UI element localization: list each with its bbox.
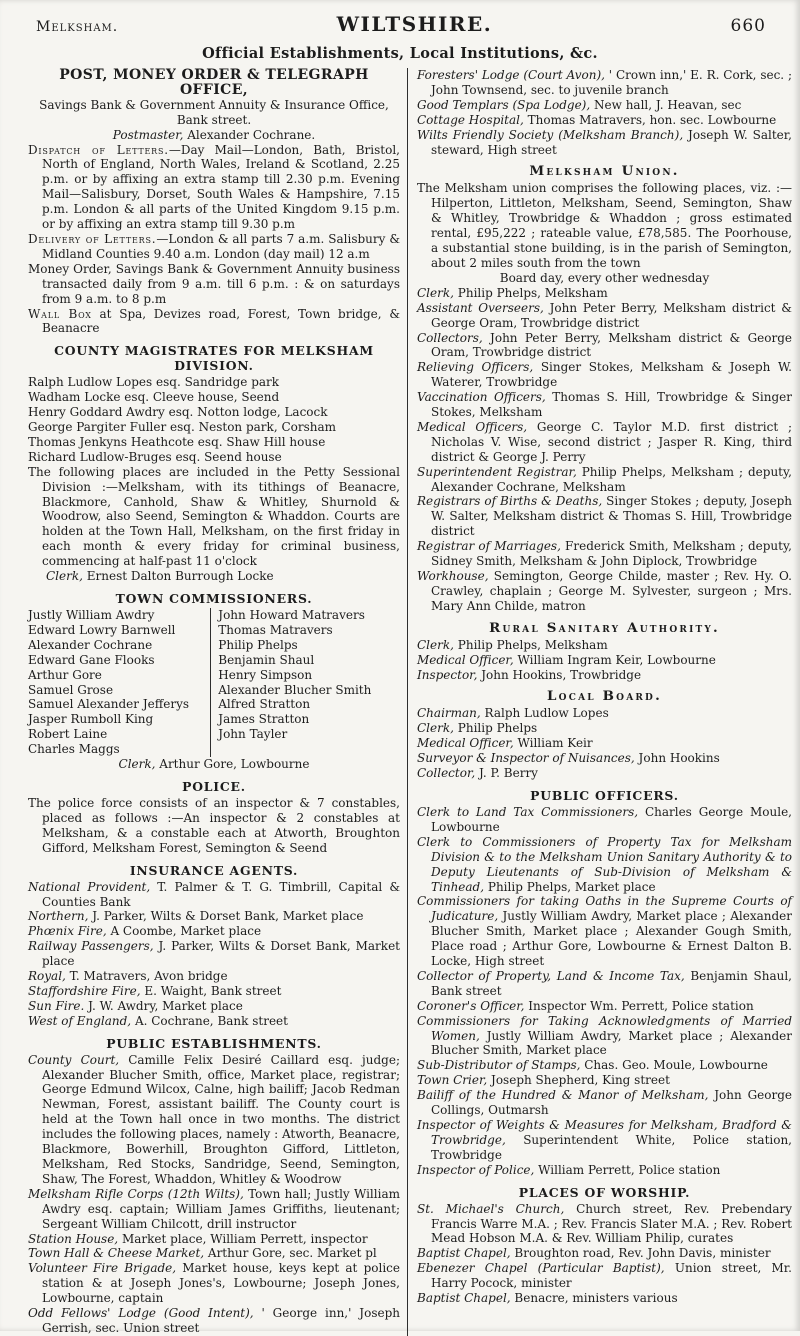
column-right [407,68,792,1336]
entry: Volunteer Fire Brigade, Market house, keys kept at police station & at Joseph Jones's, Lowbourne; Joseph Jones, Lowbourne, captain [28,1261,400,1306]
entry: Collector of Property, Land & Income Tax, Benjamin Shaul, Bank street [417,968,792,998]
entry-lead: Bailiff of the Hundred & Manor of Melksham, [417,1088,709,1103]
list-item: Justly William Awdry [28,608,155,622]
entry: The Melksham union comprises the following places, viz. :—Hilperton, Littleton, Melksham, Seend, Semington, Shaw & Whitley, Trowbridge & Whaddon ; gross estimated rental, £95,222 ; rateable value, £78,585. The Poorhouse, a substantial stone building, is in the parish of Semington, about 2 miles south from the town [417,181,792,270]
entry-lead: Town Hall & Cheese Market, [28,1246,205,1261]
list-item: Arthur Gore [28,667,102,682]
list-item: Alexander Cochrane [28,637,153,652]
list-item: Samuel Alexander Jefferys [28,697,190,712]
section-heading: POLICE. [182,778,246,794]
entry-lead: Inspector of Weights & Measures for Melksham, Bradford & Trowbridge, [417,1118,792,1147]
list-item: Jasper Rumboll King [28,712,154,727]
entry: Bailiff of the Hundred & Manor of Melksham, John George Collings, Outmarsh [417,1088,792,1118]
entry: Thomas Jenkyns Heathcote esq. Shaw Hill house [28,434,326,449]
entry: Ralph Ludlow Lopes esq. Sandridge park [28,375,280,390]
entry: Town Hall & Cheese Market, Arthur Gore, sec. Market pl [28,1246,377,1261]
entry-lead: Workhouse, [417,569,489,583]
list-item: Benjamin Shaul [218,652,315,667]
section-heading: COUNTY MAGISTRATES FOR MELKSHAM DIVISION. [54,343,374,374]
list-item: Charles Maggs [28,742,120,757]
entry-lead: Commissioners for taking Oaths in the Supreme Courts of Judicature, [417,894,792,924]
section-heading: Local Board. [547,688,662,705]
entry: County Court, Camille Felix Desiré Caillard esq. judge; Alexander Blucher Smith, office, Market place, registrar; George Edmund Wilcox, Calne, high bailiff; Jacob Redman Newman, Forest, assistant bailiff. The County court is held at the Town hall once in two months. The district includes the following places, namely : Atworth, Beanacre, Blackmore, Bowerhill, Broughton Gifford, Littleton, Melksham, Red Stocks, Sandridge, Seend, Semington, Shaw, The Forest, Whaddon, Whitley & Woodrow [28,1052,400,1186]
entry: Clerk, Philip Phelps, Melksham [417,285,608,300]
entry: Registrars of Births & Deaths, Singer Stokes ; deputy, Joseph W. Salter, Melksham district & Thomas S. Hill, Trowbridge district [417,494,792,539]
list-item: Thomas Matravers [218,622,333,637]
entry-lead: St. Michael's Church, [417,1201,565,1216]
entry-lead: Baptist Chapel, [417,1246,511,1261]
entry-lead: Phœnix Fire, [28,924,107,939]
entry: Sun Fire. J. W. Awdry, Market place [28,998,243,1013]
entry-lead: Clerk, [46,569,83,584]
entry-lead: Railway Passengers, [28,939,154,954]
entry: Odd Fellows' Lodge (Good Intent), ' George inn,' Joseph Gerrish, sec. Union street [28,1306,400,1335]
entry: Chairman, Ralph Ludlow Lopes [417,706,609,721]
entry-lead: Wilts Friendly Society (Melksham Branch), [417,127,684,142]
entry-lead: Town Crier, [417,1073,488,1088]
entry-lead: Staffordshire Fire, [28,983,141,998]
entry: The following places are included in the Petty Sessional Division :—Melksham, with its tithings of Beanacre, Blackmore, Canhold, Shaw & Whitley, Shurnold & Woodrow, also Seend, Semington & Whaddon. Courts are holden at the Town Hall, Melksham, on the first friday in each month & every friday for criminal business, commencing at half-past 11 o'clock [28,464,400,569]
column-container [0,66,800,1336]
entry-lead: Delivery of Letters. [28,231,157,246]
entry: Staffordshire Fire, E. Waight, Bank street [28,983,282,998]
entry: Baptist Chapel, Benacre, ministers various [417,1291,678,1306]
entry: Inspector, John Hookins, Trowbridge [417,667,642,682]
entry: Clerk, Philip Phelps [417,721,538,736]
entry: Sub-Distributor of Stamps, Chas. Geo. Moule, Lowbourne [417,1058,768,1073]
section-heading: TOWN COMMISSIONERS. [115,591,313,606]
entry-lead: Inspector of Police, [417,1162,535,1177]
entry-lead: Cottage Hospital, [417,112,524,127]
entry: St. Michael's Church, Church street, Rev. Prebendary Francis Warre M.A. ; Rev. Francis Slater M.A. ; Rev. Robert Mead Hobson M.A. & Rev. William Philip, curates [417,1201,792,1246]
entry: The police force consists of an inspector & 7 constables, placed as follows :—An inspector & 2 constables at Melksham, & a constable each at Atworth, Broughton Gifford, Melksham Forest, Semington & Seend [28,795,400,855]
list-item: Philip Phelps [218,637,298,652]
entry: Commissioners for Taking Acknowledgments of Married Women, Justly William Awdry, Market place ; Alexander Blucher Smith, Market place [417,1013,792,1058]
running-head [0,0,800,36]
entry-lead: Assistant Overseers, [417,300,544,315]
list-item: James Stratton [218,712,310,727]
entry-lead: National Provident, [28,879,151,894]
entry: Collector, J. P. Berry [417,766,538,781]
entry: Postmaster, Alexander Cochrane. [112,127,316,142]
entry: Ebenezer Chapel (Particular Baptist), Union street, Mr. Harry Pocock, minister [417,1261,792,1291]
entry-lead: Postmaster, [112,127,184,142]
entry-lead: Melksham Rifle Corps (12th Wilts), [28,1186,244,1201]
entry: Assistant Overseers, John Peter Berry, Melksham district & George Oram, Trowbridge district [417,300,792,330]
entry-lead: County Court, [28,1052,120,1067]
entry-lead: Registrar of Marriages, [417,539,561,554]
entry-lead: Volunteer Fire Brigade, [28,1261,177,1276]
entry: Richard Ludlow-Bruges esq. Seend house [28,449,282,464]
entry-lead: Collector of Property, Land & Income Tax, [417,968,685,983]
entry: National Provident, T. Palmer & T. G. Timbrill, Capital & Counties Bank [28,879,401,909]
entry-lead: Clerk, [118,757,156,772]
entry-lead: Clerk, [417,637,454,652]
list-item: Edward Lowry Barnwell [28,622,176,637]
entry-lead: Clerk, [417,285,454,300]
entry-lead: Ebenezer Chapel (Particular Baptist), [417,1261,665,1276]
section-heading: PUBLIC ESTABLISHMENTS. [106,1035,322,1051]
entry: Medical Officer, William Keir [417,736,593,751]
entry-lead: Collectors, [417,330,483,345]
entry-lead: Station House, [28,1231,119,1246]
entry: Surveyor & Inspector of Nuisances, John Hookins [417,751,720,766]
entry: Superintendent Registrar, Philip Phelps, Melksham ; deputy, Alexander Cochrane, Melksham [417,464,792,494]
entry: Inspector of Weights & Measures for Melksham, Bradford & Trowbridge, Superintendent White, Police station, Trowbridge [417,1118,792,1162]
entry: Money Order, Savings Bank & Government Annuity business transacted daily from 9 a.m. till 6 p.m. : & on saturdays from 9 a.m. to 8 p.m [28,261,400,306]
entry-lead: Collector, [417,766,476,781]
entry: Board day, every other wednesday [499,270,710,285]
entry-lead: Wall Box [28,306,92,321]
entry: West of England, A. Cochrane, Bank street [28,1013,288,1028]
entry: Northern, J. Parker, Wilts & Dorset Bank, Market place [28,909,364,924]
entry: Relieving Officers, Singer Stokes, Melksham & Joseph W. Waterer, Trowbridge [417,360,792,390]
entry: Melksham Rifle Corps (12th Wilts), Town hall; Justly William Awdry esq. captain; William James Griffiths, lieutenant; Sergeant William Chilcott, drill instructor [28,1186,400,1231]
entry-lead: Chairman, [417,706,481,721]
entry: POST, MONEY ORDER & TELEGRAPH OFFICE, Savings Bank & Government Annuity & Insurance Office, Bank street. [28,68,400,128]
entry-lead: Medical Officer, [417,736,514,751]
entry-lead: Good Templars (Spa Lodge), [417,97,591,112]
entry-lead: POST, MONEY ORDER & TELEGRAPH OFFICE, [59,67,369,98]
list-item: Robert Laine [28,727,108,742]
entry: Clerk, Ernest Dalton Burrough Locke [46,569,274,584]
entry: Wall Box at Spa, Devizes road, Forest, Town bridge, & Beanacre [28,306,400,336]
column-left [28,68,407,1336]
section-heading: PUBLIC OFFICERS. [530,787,679,803]
entry-lead: Registrars of Births & Deaths, [417,494,603,509]
list-item: Alfred Stratton [218,697,311,712]
page-number: 660 [730,16,766,36]
section-heading: PLACES OF WORSHIP. [518,1184,691,1200]
entry: Good Templars (Spa Lodge), New hall, J. Heavan, sec [417,97,742,112]
entry: Railway Passengers, J. Parker, Wilts & Dorset Bank, Market place [28,939,400,969]
entry: Inspector of Police, William Perrett, Police station [417,1162,721,1177]
entry-lead: Relieving Officers, [417,360,534,375]
list-item: John Howard Matravers [218,608,365,622]
entry-lead: Coroner's Officer, [417,998,525,1013]
commissioners-list-left [28,608,210,757]
entry-lead: Vaccination Officers, [417,390,546,405]
entry-lead: Superintendent Registrar, [417,464,577,479]
entry: Clerk, Philip Phelps, Melksham [417,637,608,652]
running-head-place: Melksham. [36,19,119,35]
section-heading: Rural Sanitary Authority. [489,619,720,636]
entry-lead: Commissioners for Taking Acknowledgments of Married Women, [417,1013,792,1043]
entry-lead: Medical Officer, [417,652,514,667]
entry-lead: Medical Officers, [417,419,528,434]
entry: Town Crier, Joseph Shepherd, King street [417,1073,670,1088]
entry-lead: Inspector, [417,667,478,682]
entry: Baptist Chapel, Broughton road, Rev. John Davis, minister [417,1246,771,1261]
entry: Clerk to Commissioners of Property Tax for Melksham Division & to the Melksham Union Sanitary Authority & to Deputy Lieutenants of Sub-Division of Melksham & Tinhead, Philip Phelps, Market place [417,834,792,894]
list-item: Samuel Grose [28,682,114,697]
entry-lead: West of England, [28,1013,132,1028]
entry-lead: Dispatch of Letters. [28,142,169,157]
entry: Commissioners for taking Oaths in the Supreme Courts of Judicature, Justly William Awdry, Market place ; Alexander Blucher Smith, Market place ; Alexander Gough Smith, Place road ; Arthur Gore, Lowbourne & Ernest Dalton B. Locke, High street [417,894,792,969]
entry-lead: Sub-Distributor of Stamps, [417,1058,581,1073]
entry-lead: Foresters' Lodge (Court Avon), [417,68,605,82]
entry: Collectors, John Peter Berry, Melksham district & George Oram, Trowbridge district [417,330,792,360]
section-heading: Melksham Union. [529,163,680,180]
commissioners-list [28,608,400,757]
entry: Foresters' Lodge (Court Avon), ' Crown inn,' E. R. Cork, sec. ; John Townsend, sec. to juvenile branch [417,68,792,97]
entry: Medical Officer, William Ingram Keir, Lowbourne [417,652,716,667]
entry-lead: Sun Fire. [28,998,85,1013]
list-item: Edward Gane Flooks [28,652,155,667]
entry: Wilts Friendly Society (Melksham Branch), Joseph W. Salter, steward, High street [417,127,792,157]
entry-lead: Northern, [28,909,89,924]
entry: Clerk, Arthur Gore, Lowbourne [118,757,310,772]
entry: Medical Officers, George C. Taylor M.D. first district ; Nicholas V. Wise, second district ; Jasper R. King, third district & George J. Perry [417,419,792,464]
entry: George Pargiter Fuller esq. Neston park, Corsham [28,420,337,435]
entry-lead: Royal, [28,969,66,984]
entry: Delivery of Letters.—London & all parts 7 a.m. Salisbury & Midland Counties 9.40 a.m. London (day mail) 12 a.m [28,231,400,261]
list-item: Henry Simpson [218,667,313,682]
entry: Phœnix Fire, A Coombe, Market place [28,924,262,939]
entry: Registrar of Marriages, Frederick Smith, Melksham ; deputy, Sidney Smith, Melksham & John Diplock, Trowbridge [417,539,792,569]
entry: Workhouse, Semington, George Childe, master ; Rev. Hy. O. Crawley, chaplain ; George M. Sylvester, surgeon ; Mrs. Mary Ann Childe, matron [417,569,792,613]
entry-lead: Surveyor & Inspector of Nuisances, [417,751,635,766]
entry-lead: Odd Fellows' Lodge (Good Intent), [28,1306,254,1321]
entry: Clerk to Land Tax Commissioners, Charles George Moule, Lowbourne [417,804,792,834]
entry-lead: Baptist Chapel, [417,1291,511,1306]
entry: Henry Goddard Awdry esq. Notton lodge, Lacock [28,405,328,420]
entry: Station House, Market place, William Perrett, inspector [28,1231,368,1246]
entry: Coroner's Officer, Inspector Wm. Perrett, Police station [417,998,754,1013]
entry: Wadham Locke esq. Cleeve house, Seend [28,390,280,405]
list-item: John Tayler [218,727,288,742]
entry: Vaccination Officers, Thomas S. Hill, Trowbridge & Singer Stokes, Melksham [417,390,792,420]
page-title: Official Establishments, Local Institutions, &c. [202,45,598,62]
entry-lead: Clerk to Commissioners of Property Tax for Melksham Division & to the Melksham Union Sanitary Authority & to Deputy Lieutenants of Sub-Division of Melksham & Tinhead, [417,834,792,894]
entry-lead: Clerk to Land Tax Commissioners, [417,804,639,819]
entry-lead: Clerk, [417,721,454,736]
entry: Royal, T. Matravers, Avon bridge [28,969,228,984]
section-heading: INSURANCE AGENTS. [129,862,299,878]
list-item: Alexander Blucher Smith [218,682,372,697]
entry: Cottage Hospital, Thomas Matravers, hon. sec. Lowbourne [417,112,777,127]
commissioners-list-right [210,608,400,757]
running-head-county: WILTSHIRE. [336,12,493,36]
entry: Dispatch of Letters.—Day Mail—London, Bath, Bristol, North of England, North Wales, Ireland & Scotland, 2.25 p.m. or by affixing an extra stamp till 2.30 p.m. Evening Mail—Salisbury, Dorset, South Wales & Hampshire, 7.15 p.m. London & all parts of the United Kingdom 9.15 p.m. or by affixing an extra stamp till 9.30 p.m [28,142,400,232]
